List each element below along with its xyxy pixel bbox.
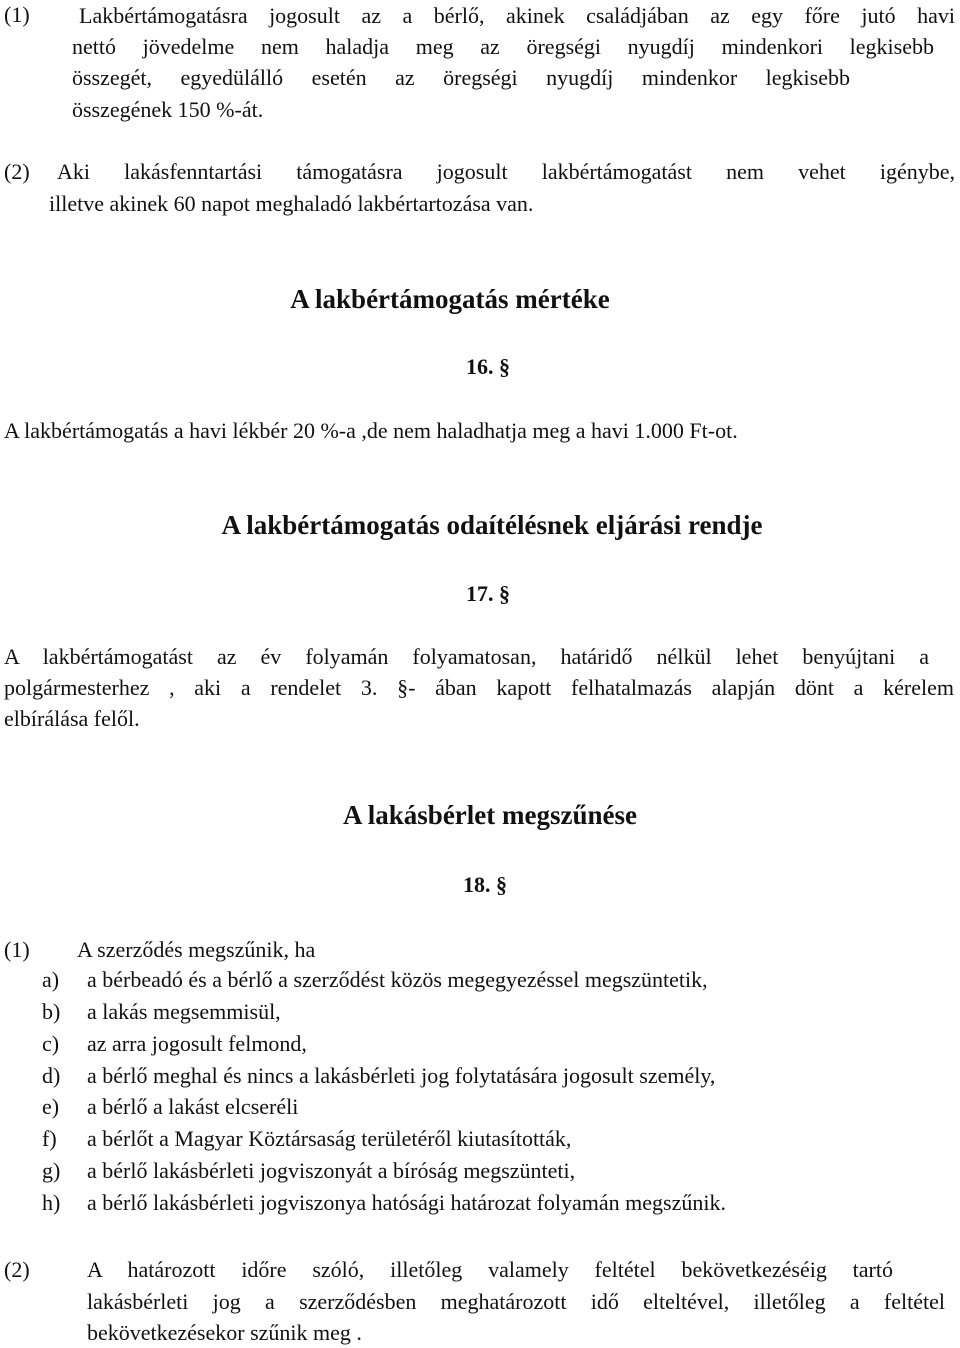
list-item-text: az arra jogosult felmond, [87,1031,307,1056]
section-sign: § [496,872,507,897]
list-item-letter: f) [42,1126,57,1151]
list-item-letter: e) [42,1094,60,1119]
section-heading: A lakásbérlet megszűnése [343,800,637,830]
section-heading: A lakbértámogatás odaítélésnek eljárási rendje [221,510,763,540]
list-item-letter: b) [42,999,61,1024]
paragraph-line: illetve akinek 60 napot meghaladó lakbértartozása van. [49,191,534,216]
paragraph-line: Lakbértámogatásra jogosult az a bérlő, akinek családjában az egy főre jutó havi [79,3,955,28]
paragraph-number: (1) [4,2,30,27]
paragraph-line: A szerződés megszűnik, ha [77,937,316,962]
paragraph-line: A határozott időre szóló, illetőleg valamely feltétel bekövetkezéséig tartó [87,1257,893,1282]
paragraph-line: összegének 150 %-át. [72,97,264,122]
list-item-text: a bérlő meghal és nincs a lakásbérleti jog folytatására jogosult személy, [87,1063,716,1088]
section-text: A lakbértámogatás a havi lékbér 20 %-a ,de nem haladhatja meg a havi 1.000 Ft-ot. [4,418,738,443]
section-sign: § [499,354,510,379]
paragraph-number: (2) [4,1257,30,1282]
section-number [466,354,510,380]
paragraph-line: nettó jövedelme nem haladja meg az öregségi nyugdíj mindenkori legkisebb [72,34,934,59]
list-item-letter: g) [42,1158,61,1183]
list-item-text: a bérlő lakásbérleti jogviszonyát a bíróság megszünteti, [87,1158,576,1183]
paragraph-line: összegét, egyedülálló esetén az öregségi nyugdíj mindenkor legkisebb [72,65,850,90]
section-line: polgármesterhez , aki a rendelet 3. §- ában kapott felhatalmazás alapján dönt a kérelem [4,675,954,700]
section-number [466,581,510,607]
list-item-letter: a) [42,967,60,992]
list-item-letter: d) [42,1063,61,1088]
section-line: elbírálása felől. [4,706,140,731]
section-number [463,872,507,898]
list-item-letter: h) [42,1190,61,1215]
list-item-text: a bérlőt a Magyar Köztársaság területéről kiutasították, [87,1126,572,1151]
paragraph-line: Aki lakásfenntartási támogatásra jogosult lakbértámogatást nem vehet igénybe, [57,159,955,184]
section-sign: § [499,581,510,606]
list-item-text: a lakás megsemmisül, [87,999,281,1024]
paragraph-number: (2) [4,159,30,184]
list-item-text: a bérlő lakásbérleti jogviszonya hatósági határozat folyamán megszűnik. [87,1190,726,1215]
paragraph-line: lakásbérleti jog a szerződésben meghatározott idő elteltével, illetőleg a feltétel [87,1289,945,1314]
section-line: A lakbértámogatást az év folyamán folyamatosan, határidő nélkül lehet benyújtani a [4,644,929,669]
list-item-text: a bérbeadó és a bérlő a szerződést közös megegyezéssel megszüntetik, [87,967,708,992]
section-number-text: 16. [466,354,494,379]
list-item-text: a bérlő a lakást elcseréli [87,1094,299,1119]
section-number-text: 18. [463,872,491,897]
section-number-text: 17. [466,581,494,606]
list-item-letter: c) [42,1031,60,1056]
paragraph-line: bekövetkezésekor szűnik meg . [87,1320,362,1345]
section-heading: A lakbértámogatás mértéke [290,284,610,314]
paragraph-number: (1) [4,937,30,962]
